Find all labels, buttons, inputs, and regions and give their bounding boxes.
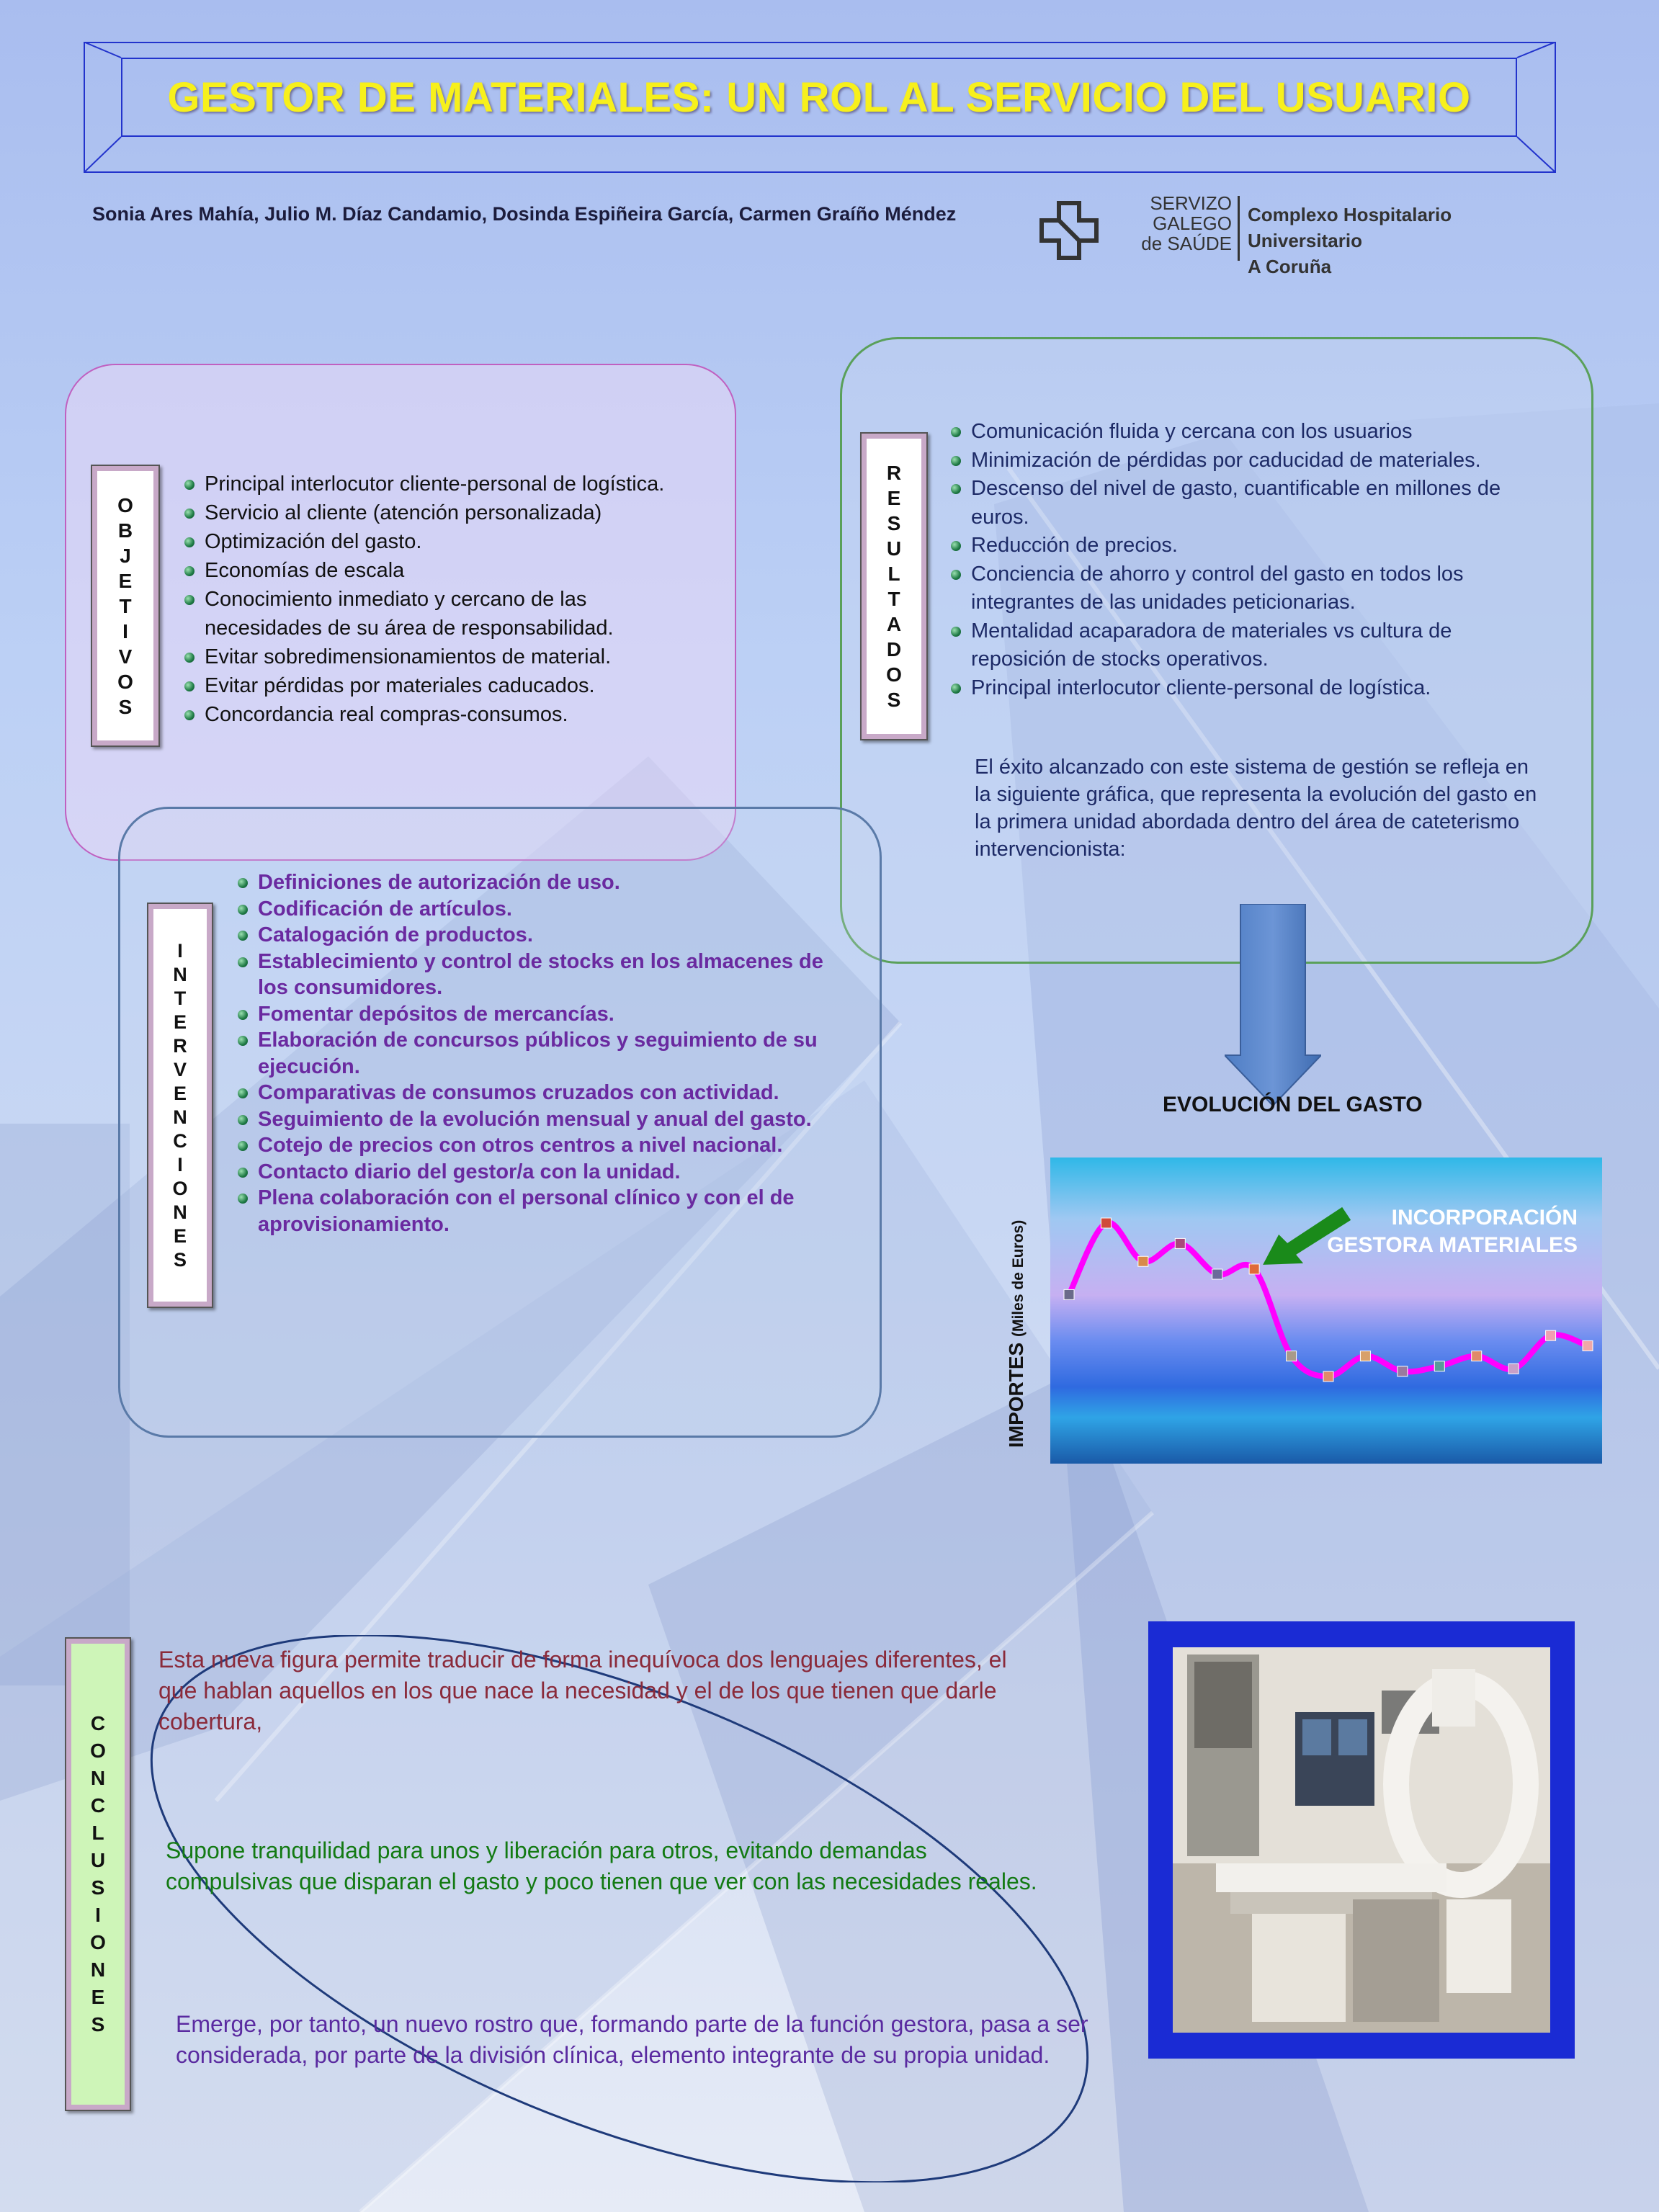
list-item: Optimización del gasto. (184, 527, 674, 556)
list-item: Descenso del nivel de gasto, cuantificable en millones de euros. (951, 475, 1542, 532)
list-item: Concordancia real compras-consumos. (184, 700, 674, 729)
chart-annotation (1289, 1204, 1578, 1259)
cath-lab-photo (1173, 1647, 1550, 2033)
label-letter: T (119, 594, 132, 617)
list-item: Economías de escala (184, 556, 674, 585)
intervenciones-list (238, 869, 836, 1237)
list-item: Catalogación de productos. (238, 922, 836, 949)
photo-frame (1148, 1621, 1575, 2059)
data-point (1508, 1364, 1519, 1374)
label-letter: C (90, 1712, 106, 1734)
sergas-cross-icon (1037, 199, 1101, 262)
label-letter: S (91, 2013, 105, 2036)
label-letter: E (173, 1224, 187, 1247)
list-item: Evitar sobredimensionamientos de material. (184, 642, 674, 671)
data-point (1175, 1238, 1185, 1248)
resultados-label (860, 432, 928, 740)
label-letter: U (90, 1849, 106, 1871)
logo-divider (1238, 196, 1240, 261)
label-letter: N (90, 1958, 106, 1981)
label-letter: O (172, 1177, 188, 1199)
list-item: Establecimiento y control de stocks en los almacenes de los consumidores. (238, 949, 836, 1001)
label-letter: E (173, 1082, 187, 1104)
data-point (1249, 1264, 1259, 1274)
chart-ylabel (1005, 1220, 1028, 1448)
hospital-line: A Coruña (1248, 256, 1332, 277)
label-letter: I (122, 619, 128, 642)
list-item: Servicio al cliente (atención personalizada) (184, 498, 674, 527)
label-letter: S (118, 695, 133, 718)
label-letter: N (90, 1767, 106, 1789)
label-letter: O (117, 493, 133, 516)
list-item: Principal interlocutor cliente-personal de logística. (951, 674, 1542, 703)
label-letter: N (173, 1201, 187, 1223)
data-point (1398, 1366, 1408, 1376)
objetivos-list (184, 470, 674, 729)
list-item: Minimización de pérdidas por caducidad de materiales. (951, 447, 1542, 475)
list-item: Fomentar depósitos de mercancías. (238, 1001, 836, 1028)
list-item: Reducción de precios. (951, 532, 1542, 560)
label-letter: E (887, 487, 901, 509)
conclusion-paragraph: Emerge, por tanto, un nuevo rostro que, formando parte de la función gestora, pasa a ser considerada, por parte de la división clínica, elemento integrante de su propia unidad. (176, 2011, 1088, 2068)
list-item: Codificación de artículos. (238, 896, 836, 923)
conclusiones-label (65, 1637, 131, 2111)
label-letter: T (887, 588, 900, 610)
label-letter: I (177, 939, 183, 962)
institution-logo (1037, 192, 1556, 277)
sergas-line: SERVIZO (1150, 192, 1232, 214)
label-letter: E (91, 1986, 105, 2008)
data-point (1434, 1361, 1444, 1371)
chart-title: EVOLUCIÓN DEL GASTO (1163, 1093, 1423, 1116)
label-letter: S (887, 689, 901, 711)
list-item: Comparativas de consumos cruzados con actividad. (238, 1080, 836, 1106)
data-point (1064, 1289, 1074, 1299)
list-item: Definiciones de autorización de uso. (238, 869, 836, 896)
data-point (1546, 1330, 1556, 1340)
data-point (1472, 1351, 1482, 1361)
data-point (1287, 1351, 1297, 1361)
label-letter: C (90, 1794, 106, 1817)
sergas-name (1106, 193, 1232, 254)
label-letter: E (118, 569, 133, 592)
label-letter: S (887, 512, 901, 534)
data-point (1212, 1269, 1222, 1279)
list-item: Elaboración de concursos públicos y seguimiento de su ejecución. (238, 1027, 836, 1080)
label-letter: U (886, 537, 902, 560)
label-letter: R (173, 1034, 187, 1057)
list-item: Conciencia de ahorro y control del gasto en todos los integrantes de las unidades peticionarias. (951, 560, 1542, 617)
down-arrow-icon (1225, 904, 1321, 1106)
label-letter: O (90, 1739, 106, 1762)
chart-plot-background (1050, 1158, 1602, 1464)
label-letter: O (117, 670, 133, 693)
data-point (1101, 1218, 1111, 1228)
list-item: Plena colaboración con el personal clínico y con el de aprovisionamiento. (238, 1185, 836, 1237)
label-letter: O (90, 1931, 106, 1953)
label-letter: A (886, 613, 902, 635)
data-point (1138, 1256, 1148, 1266)
list-item: Seguimiento de la evolución mensual y anual del gasto. (238, 1106, 836, 1133)
sergas-line: de SAÚDE (1141, 233, 1232, 254)
list-item: Principal interlocutor cliente-personal de logística. (184, 470, 674, 498)
label-letter: S (91, 1876, 105, 1899)
resultados-list (951, 418, 1542, 702)
objetivos-label (91, 465, 160, 747)
sergas-line: GALEGO (1153, 212, 1232, 234)
hospital-line: Complexo Hospitalario Universitario (1248, 204, 1452, 251)
list-item: Mentalidad acaparadora de materiales vs cultura de reposición de stocks operativos. (951, 617, 1542, 674)
expense-chart (1050, 1158, 1602, 1464)
conclusion-paragraph: Supone tranquilidad para unos y liberación para otros, evitando demandas compulsivas que disparan el gasto y poco tienen que ver con las necesidades reales. (166, 1837, 1037, 1894)
title-box (121, 58, 1517, 137)
label-letter: J (120, 544, 131, 567)
list-item: Contacto diario del gestor/a con la unidad. (238, 1159, 836, 1186)
label-letter: N (173, 1106, 187, 1128)
label-letter: V (173, 1058, 187, 1080)
label-letter: L (91, 1822, 104, 1844)
label-letter: L (887, 563, 900, 585)
label-letter: N (173, 963, 187, 985)
list-item: Conocimiento inmediato y cercano de las necesidades de su área de responsabilidad. (184, 585, 674, 642)
label-letter: T (174, 987, 187, 1009)
label-letter: V (118, 645, 133, 668)
label-letter: O (886, 663, 902, 686)
label-letter: S (173, 1248, 187, 1271)
label-letter: I (177, 1153, 183, 1176)
list-item: Cotejo de precios con otros centros a nivel nacional. (238, 1132, 836, 1159)
chart-ylabel-unit: (Miles de Euros) (1010, 1219, 1027, 1337)
authors-line: Sonia Ares Mahía, Julio M. Díaz Candamio, Dosinda Espiñeira García, Carmen Graíño Méndez (92, 203, 957, 225)
data-point (1583, 1340, 1593, 1351)
label-letter: R (886, 462, 902, 484)
hospital-name (1248, 202, 1556, 279)
data-point (1360, 1351, 1370, 1361)
data-point (1323, 1371, 1333, 1382)
label-letter: I (95, 1904, 101, 1926)
label-letter: C (173, 1129, 187, 1152)
page-title: GESTOR DE MATERIALES: UN ROL AL SERVICIO DEL USUARIO (167, 73, 1471, 121)
list-item: Comunicación fluida y cercana con los usuarios (951, 418, 1542, 447)
chart-annotation-line: GESTORA MATERIALES (1327, 1233, 1578, 1257)
label-letter: E (173, 1011, 187, 1033)
chart-annotation-line: INCORPORACIÓN (1391, 1206, 1578, 1230)
chart-ylabel-main: IMPORTES (1005, 1342, 1027, 1448)
label-letter: B (117, 519, 133, 542)
intervenciones-label (147, 903, 213, 1308)
label-letter: D (886, 638, 902, 661)
resultados-paragraph: El éxito alcanzado con este sistema de gestión se refleja en la siguiente gráfica, que representa la evolución del gasto en la primera unidad abordada dentro del área de cateterismo intervencionista: (975, 756, 1537, 861)
list-item: Evitar pérdidas por materiales caducados. (184, 671, 674, 700)
conclusion-paragraph: Esta nueva figura permite traducir de forma inequívoca dos lenguajes diferentes, el que hablan aquellos en los que nace la necesidad y el de los que tienen que darle cobertura, (158, 1647, 1007, 1734)
